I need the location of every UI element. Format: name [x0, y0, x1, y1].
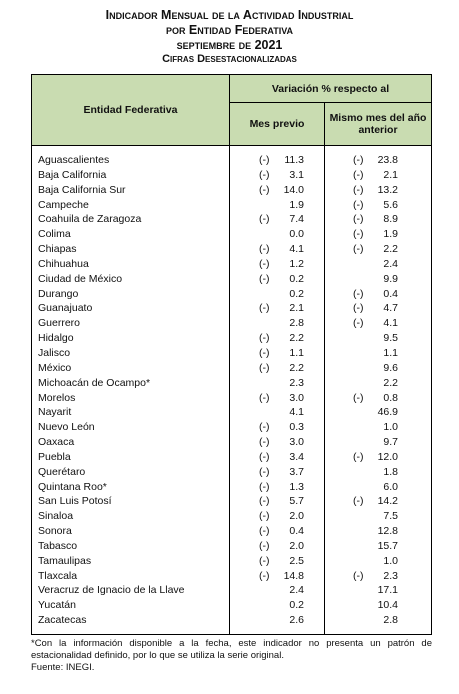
- prev-value-cell: 3.0: [289, 391, 304, 404]
- year-sign-cell: (-): [353, 287, 364, 300]
- title-line-4: Cifras Desestacionalizadas: [162, 53, 297, 65]
- year-sign-cell: (-): [353, 183, 364, 196]
- prev-sign-cell: (-): [259, 243, 270, 256]
- prev-sign-cell: (-): [259, 450, 270, 463]
- entity-cell: Tabasco: [38, 539, 78, 552]
- entity-cell: Durango: [38, 287, 79, 300]
- entity-cell: Morelos: [38, 391, 76, 404]
- footnote: *Con la información disponible a la fecha, este indicador no presenta un patrón de estacionalidad definido, por lo que se utiliza la serie original.: [31, 638, 432, 661]
- entity-cell: Nuevo León: [38, 421, 95, 434]
- year-value-cell: 9.7: [383, 436, 398, 449]
- prev-value-cell: 1.2: [289, 257, 304, 270]
- prev-value-cell: 2.3: [289, 376, 304, 389]
- prev-value-cell: 0.3: [289, 421, 304, 434]
- year-value-cell: 8.9: [383, 213, 398, 226]
- year-value-cell: 0.4: [383, 287, 398, 300]
- prev-sign-cell: (-): [259, 213, 270, 226]
- table-row: [32, 494, 431, 509]
- year-sign-cell: (-): [353, 213, 364, 226]
- entity-cell: Baja California Sur: [38, 183, 126, 196]
- prev-sign-cell: (-): [259, 495, 270, 508]
- prev-value-cell: 2.2: [289, 332, 304, 345]
- table-row: [32, 480, 431, 495]
- prev-value-cell: 1.9: [289, 198, 304, 211]
- year-value-cell: 14.2: [377, 495, 398, 508]
- title-block: [0, 8, 459, 66]
- prev-value-cell: 3.0: [289, 436, 304, 449]
- year-value-cell: 2.1: [383, 168, 398, 181]
- table-row: [32, 420, 431, 435]
- prev-value-cell: 1.1: [289, 346, 304, 359]
- prev-value-cell: 2.4: [289, 584, 304, 597]
- title-line-1: Indicador Mensual de la Actividad Industrial: [105, 8, 354, 22]
- table-row: [32, 391, 431, 406]
- year-value-cell: 7.5: [383, 510, 398, 523]
- year-sign-cell: (-): [353, 243, 364, 256]
- table-row: [32, 153, 431, 168]
- year-value-cell: 2.2: [383, 376, 398, 389]
- table-row: [32, 316, 431, 331]
- year-value-cell: 46.9: [377, 406, 398, 419]
- table-row: [32, 524, 431, 539]
- entity-cell: Guerrero: [38, 317, 81, 330]
- prev-sign-cell: (-): [259, 302, 270, 315]
- year-sign-cell: (-): [353, 168, 364, 181]
- entity-cell: Colima: [38, 228, 71, 241]
- header-entity: Entidad Federativa: [32, 75, 230, 145]
- table-row: [32, 183, 431, 198]
- table-row: [32, 331, 431, 346]
- prev-sign-cell: (-): [259, 391, 270, 404]
- year-sign-cell: (-): [353, 569, 364, 582]
- table-body: [32, 153, 431, 628]
- year-value-cell: 2.8: [383, 614, 398, 627]
- prev-value-cell: 4.1: [289, 406, 304, 419]
- entity-cell: Sonora: [38, 525, 72, 538]
- year-value-cell: 9.6: [383, 361, 398, 374]
- year-sign-cell: (-): [353, 154, 364, 166]
- table-row: [32, 613, 431, 628]
- year-value-cell: 13.2: [377, 183, 398, 196]
- table-row: [32, 301, 431, 316]
- table-row: [32, 569, 431, 584]
- title-line-2: por Entidad Federativa: [165, 23, 294, 37]
- year-value-cell: 1.0: [383, 554, 398, 567]
- year-value-cell: 17.1: [377, 584, 398, 597]
- prev-sign-cell: (-): [259, 332, 270, 345]
- year-value-cell: 1.9: [383, 228, 398, 241]
- prev-value-cell: 0.2: [289, 272, 304, 285]
- header-variation: Variación % respecto al: [230, 75, 431, 103]
- source-note: Fuente: INEGI.: [31, 662, 95, 673]
- table-row: [32, 405, 431, 420]
- year-value-cell: 2.2: [383, 243, 398, 256]
- table-row: [32, 583, 431, 598]
- entity-cell: Campeche: [38, 198, 89, 211]
- year-sign-cell: (-): [353, 228, 364, 241]
- data-table: [31, 74, 432, 635]
- table-row: [32, 450, 431, 465]
- entity-cell: Yucatán: [38, 599, 76, 612]
- prev-value-cell: 2.8: [289, 317, 304, 330]
- prev-value-cell: 2.2: [289, 361, 304, 374]
- prev-sign-cell: (-): [259, 361, 270, 374]
- year-sign-cell: (-): [353, 495, 364, 508]
- table-row: [32, 554, 431, 569]
- year-value-cell: 1.0: [383, 421, 398, 434]
- entity-cell: Jalisco: [38, 346, 71, 359]
- table-row: [32, 227, 431, 242]
- prev-value-cell: 1.3: [289, 480, 304, 493]
- prev-sign-cell: (-): [259, 465, 270, 478]
- prev-value-cell: 7.4: [289, 213, 304, 226]
- prev-sign-cell: (-): [259, 480, 270, 493]
- prev-sign-cell: (-): [259, 346, 270, 359]
- table-row: [32, 198, 431, 213]
- prev-sign-cell: (-): [259, 554, 270, 567]
- year-value-cell: 4.1: [383, 317, 398, 330]
- prev-sign-cell: (-): [259, 569, 270, 582]
- entity-cell: Chihuahua: [38, 257, 89, 270]
- year-value-cell: 12.0: [377, 450, 398, 463]
- prev-value-cell: 0.0: [289, 228, 304, 241]
- entity-cell: Coahuila de Zaragoza: [38, 213, 142, 226]
- table-row: [32, 212, 431, 227]
- table-row: [32, 598, 431, 613]
- year-value-cell: 1.1: [383, 346, 398, 359]
- entity-cell: Guanajuato: [38, 302, 93, 315]
- prev-value-cell: 2.1: [289, 302, 304, 315]
- table-row: [32, 168, 431, 183]
- prev-sign-cell: (-): [259, 257, 270, 270]
- table-row: [32, 465, 431, 480]
- prev-value-cell: 2.6: [289, 614, 304, 627]
- entity-cell: Zacatecas: [38, 614, 87, 627]
- table-row: [32, 376, 431, 391]
- year-sign-cell: (-): [353, 317, 364, 330]
- entity-cell: Michoacán de Ocampo*: [38, 376, 151, 389]
- table-row: [32, 257, 431, 272]
- header-prev-month: Mes previo: [230, 103, 325, 145]
- entity-cell: Puebla: [38, 450, 71, 463]
- prev-value-cell: 2.5: [289, 554, 304, 567]
- entity-cell: San Luis Potosí: [38, 495, 112, 508]
- prev-value-cell: 2.0: [289, 510, 304, 523]
- prev-sign-cell: (-): [259, 510, 270, 523]
- year-value-cell: 2.4: [383, 257, 398, 270]
- prev-value-cell: 14.8: [283, 569, 304, 582]
- year-value-cell: 2.3: [383, 569, 398, 582]
- table-row: [32, 509, 431, 524]
- entity-cell: Oaxaca: [38, 436, 75, 449]
- title-line-3: septiembre de 2021: [176, 38, 283, 52]
- entity-cell: Veracruz de Ignacio de la Llave: [38, 584, 185, 597]
- table-row: [32, 539, 431, 554]
- prev-value-cell: 3.7: [289, 465, 304, 478]
- year-value-cell: 10.4: [377, 599, 398, 612]
- entity-cell: México: [38, 361, 72, 374]
- entity-cell: Sinaloa: [38, 510, 74, 523]
- year-value-cell: 9.9: [383, 272, 398, 285]
- prev-sign-cell: (-): [259, 421, 270, 434]
- entity-cell: Tlaxcala: [38, 569, 78, 582]
- year-value-cell: 1.8: [383, 465, 398, 478]
- year-value-cell: 6.0: [383, 480, 398, 493]
- prev-value-cell: 4.1: [289, 243, 304, 256]
- table-row: [32, 272, 431, 287]
- year-sign-cell: (-): [353, 450, 364, 463]
- prev-sign-cell: (-): [259, 525, 270, 538]
- prev-value-cell: 0.2: [289, 599, 304, 612]
- entity-cell: Quintana Roo*: [38, 480, 107, 493]
- prev-sign-cell: (-): [259, 154, 270, 166]
- prev-value-cell: 14.0: [283, 183, 304, 196]
- entity-cell: Baja California: [38, 168, 107, 181]
- entity-cell: Querétaro: [38, 465, 86, 478]
- prev-value-cell: 3.1: [289, 168, 304, 181]
- year-value-cell: 15.7: [377, 539, 398, 552]
- prev-sign-cell: (-): [259, 539, 270, 552]
- prev-value-cell: 11.3: [284, 154, 304, 166]
- prev-value-cell: 5.7: [289, 495, 304, 508]
- year-sign-cell: (-): [353, 302, 364, 315]
- entity-cell: Hidalgo: [38, 332, 74, 345]
- prev-sign-cell: (-): [259, 168, 270, 181]
- table-row: [32, 242, 431, 257]
- year-value-cell: 12.8: [377, 525, 398, 538]
- prev-value-cell: 0.2: [289, 287, 304, 300]
- prev-value-cell: 2.0: [289, 539, 304, 552]
- prev-sign-cell: (-): [259, 183, 270, 196]
- entity-cell: Nayarit: [38, 406, 72, 419]
- table-row: [32, 361, 431, 376]
- prev-sign-cell: (-): [259, 272, 270, 285]
- entity-cell: Ciudad de México: [38, 272, 123, 285]
- year-value-cell: 9.5: [383, 332, 398, 345]
- entity-cell: Tamaulipas: [38, 554, 92, 567]
- prev-value-cell: 3.4: [289, 450, 304, 463]
- prev-sign-cell: (-): [259, 436, 270, 449]
- entity-cell: Chiapas: [38, 243, 77, 256]
- header-same-month-prev-year: Mismo mes del año anterior: [329, 112, 427, 136]
- table-row: [32, 346, 431, 361]
- year-value-cell: 0.8: [383, 391, 398, 404]
- year-value-cell: 23.8: [377, 154, 398, 166]
- table-header: [32, 75, 431, 146]
- table-row: [32, 287, 431, 302]
- year-value-cell: 5.6: [383, 198, 398, 211]
- year-sign-cell: (-): [353, 198, 364, 211]
- year-sign-cell: (-): [353, 391, 364, 404]
- year-value-cell: 4.7: [383, 302, 398, 315]
- entity-cell: Aguascalientes: [38, 154, 110, 166]
- prev-value-cell: 0.4: [289, 525, 304, 538]
- table-row: [32, 435, 431, 450]
